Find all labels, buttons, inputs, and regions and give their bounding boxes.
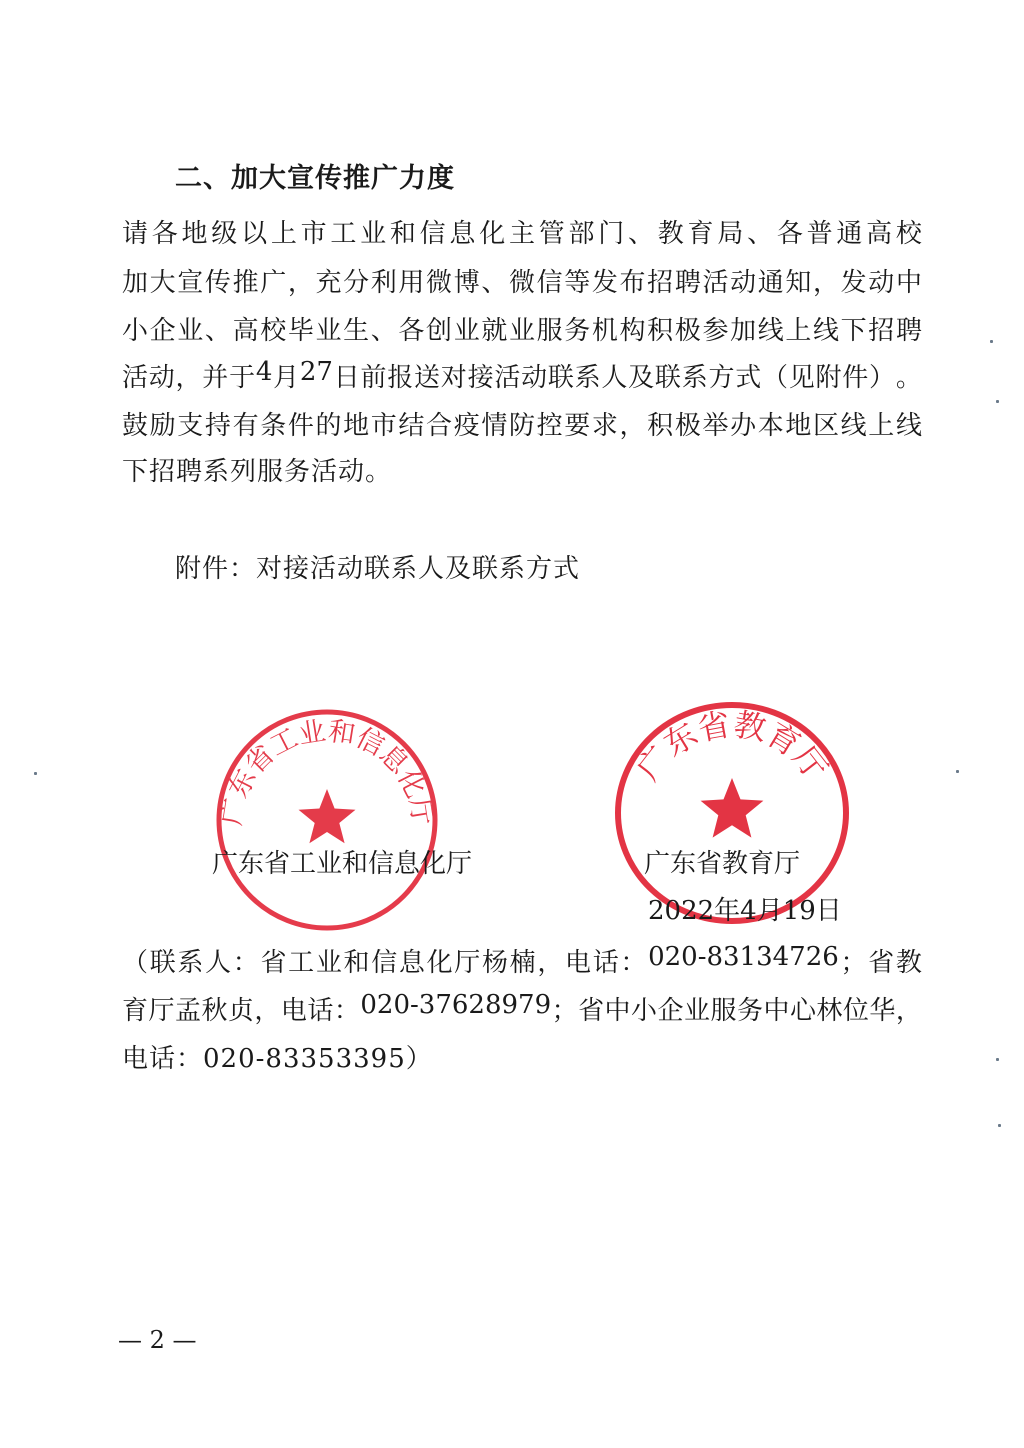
- right-seal-text: 广东省教育厅: [629, 705, 835, 788]
- seal-star-icon: [299, 789, 356, 843]
- paragraph-line: 活 动 ， 并 于 4 月 27 日 前 报 送 对 接 活 动 联 系 人 及 联 系 方 式 （ 见 附 件 ） 。: [122, 357, 922, 393]
- scan-speck: [956, 770, 959, 773]
- left-official-seal: [214, 707, 440, 933]
- paragraph-line: 请 各 地 级 以 上 市 工 业 和 信 息 化 主 管 部 门 、 教 育 局 、 各 普 通 高 校: [122, 219, 922, 249]
- section-heading: 二、加大宣传推广力度: [175, 163, 455, 194]
- scan-speck: [996, 400, 999, 403]
- signature-right: 广东省教育厅: [644, 849, 801, 879]
- contact-line: （ 联 系 人 ： 省 工 业 和 信 息 化 厅 杨 楠 ， 电 话 ： 020-83134726 ； 省 教: [122, 942, 922, 978]
- contact-line: 育 厅 孟 秋 贞 ， 电 话 ： 020-37628979 ； 省 中 小 企 业 服 务 中 心 林 位 华 ，: [122, 990, 922, 1026]
- paragraph-line: 加 大 宣 传 推 广 ， 充 分 利 用 微 博 、 微 信 等 发 布 招 聘 活 动 通 知 ， 发 动 中: [122, 268, 922, 298]
- contact-line: 电话：020-83353395）: [122, 1044, 433, 1074]
- left-seal-text: 广东省工业和信息化厅: [216, 715, 438, 828]
- scan-speck: [34, 772, 37, 775]
- scan-speck: [996, 1058, 999, 1061]
- attachment-note: 附件：对接活动联系人及联系方式: [175, 554, 581, 584]
- signature-left: 广东省工业和信息化厅: [212, 849, 473, 879]
- signature-date: 2022年4月19日: [648, 896, 842, 926]
- paragraph-line: 下招聘系列服务活动。: [122, 457, 393, 487]
- scan-speck: [998, 1124, 1001, 1127]
- svg-text:广东省教育厅: [629, 705, 835, 787]
- seal-star-icon: [701, 778, 764, 838]
- paragraph-line: 小 企 业 、 高 校 毕 业 生 、 各 创 业 就 业 服 务 机 构 积 极 参 加 线 上 线 下 招 聘: [122, 316, 922, 346]
- scan-speck: [990, 340, 993, 343]
- page-number: — 2 —: [118, 1326, 197, 1354]
- paragraph-line: 鼓 励 支 持 有 条 件 的 地 市 结 合 疫 情 防 控 要 求 ， 积 极 举 办 本 地 区 线 上 线: [122, 411, 922, 441]
